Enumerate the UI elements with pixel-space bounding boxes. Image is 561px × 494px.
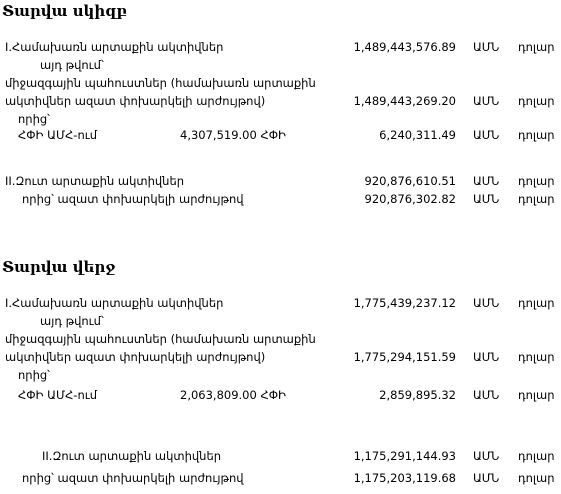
end-of-which: այդ թվում՝	[40, 314, 104, 328]
end-net-assets-value: 1,175,291,144.93	[353, 449, 456, 463]
start-sdr-value: 6,240,311.49	[379, 128, 456, 142]
start-gross-assets-unit-currency: դոլար	[518, 40, 555, 54]
end-gross-assets-value: 1,775,439,237.12	[353, 296, 456, 310]
section-start-title: Տարվա սկիզբ	[2, 2, 127, 20]
start-gross-assets-value: 1,489,443,576.89	[353, 40, 456, 54]
end-net-fx-label: որից՝ ազատ փոխարկելի արժույթով	[22, 471, 244, 485]
start-sdr-unit-country: ԱՄՆ	[473, 128, 500, 142]
section-end-title: Տարվա վերջ	[2, 258, 116, 276]
start-net-assets-unit-currency: դոլար	[518, 174, 555, 188]
start-net-assets-unit-country: ԱՄՆ	[473, 174, 500, 188]
end-sdr-label: ՀՓԻ ԱՄՀ-ում	[18, 388, 98, 402]
start-net-fx-value: 920,876,302.82	[364, 192, 456, 206]
start-net-assets-value: 920,876,610.51	[364, 174, 456, 188]
end-net-fx-unit-currency: դոլար	[518, 471, 555, 485]
end-gross-assets-unit-country: ԱՄՆ	[473, 296, 500, 310]
end-gross-assets-label: I.Համախառն արտաքին ակտիվներ	[5, 296, 224, 310]
start-net-fx-unit-country: ԱՄՆ	[473, 192, 500, 206]
end-sdr-unit-currency: դոլար	[518, 388, 555, 402]
end-reserves-label-line1: միջազգային պահուստներ (համախառն արտաքին	[5, 332, 316, 346]
end-sdr-value: 2,859,895.32	[379, 388, 456, 402]
end-net-assets-unit-country: ԱՄՆ	[473, 449, 500, 463]
start-of-which-2: որից՝	[18, 112, 50, 126]
end-reserves-unit-currency: դոլար	[518, 350, 555, 364]
end-gross-assets-unit-currency: դոլար	[518, 296, 555, 310]
start-sdr-label: ՀՓԻ ԱՄՀ-ում	[18, 128, 98, 142]
start-net-fx-unit-currency: դոլար	[518, 192, 555, 206]
end-net-assets-label: II.Զուտ արտաքին ակտիվներ	[42, 449, 222, 463]
start-sdr-unit-currency: դոլար	[518, 128, 555, 142]
start-reserves-label-line2: ակտիվներ ազատ փոխարկելի արժույթով)	[5, 94, 266, 108]
end-reserves-value: 1,775,294,151.59	[353, 350, 456, 364]
end-reserves-label-line2: ակտիվներ ազատ փոխարկելի արժույթով)	[5, 350, 266, 364]
start-reserves-value: 1,489,443,269.20	[353, 94, 456, 108]
start-sdr-amount: 4,307,519.00 ՀՓԻ	[180, 128, 286, 142]
start-reserves-unit-country: ԱՄՆ	[473, 94, 500, 108]
start-of-which: այդ թվում՝	[40, 58, 104, 72]
end-net-assets-unit-currency: դոլար	[518, 449, 555, 463]
end-sdr-unit-country: ԱՄՆ	[473, 388, 500, 402]
start-gross-assets-label: I.Համախառն արտաքին ակտիվներ	[5, 40, 224, 54]
start-net-fx-label: որից՝ ազատ փոխարկելի արժույթով	[22, 192, 244, 206]
end-of-which-2: որից՝	[18, 368, 50, 382]
start-reserves-unit-currency: դոլար	[518, 94, 555, 108]
start-net-assets-label: II.Զուտ արտաքին ակտիվներ	[5, 174, 185, 188]
start-reserves-label-line1: միջազգային պահուստներ (համախառն արտաքին	[5, 76, 316, 90]
start-gross-assets-unit-country: ԱՄՆ	[473, 40, 500, 54]
end-net-fx-value: 1,175,203,119.68	[353, 471, 456, 485]
end-reserves-unit-country: ԱՄՆ	[473, 350, 500, 364]
end-net-fx-unit-country: ԱՄՆ	[473, 471, 500, 485]
end-sdr-amount: 2,063,809.00 ՀՓԻ	[180, 388, 286, 402]
